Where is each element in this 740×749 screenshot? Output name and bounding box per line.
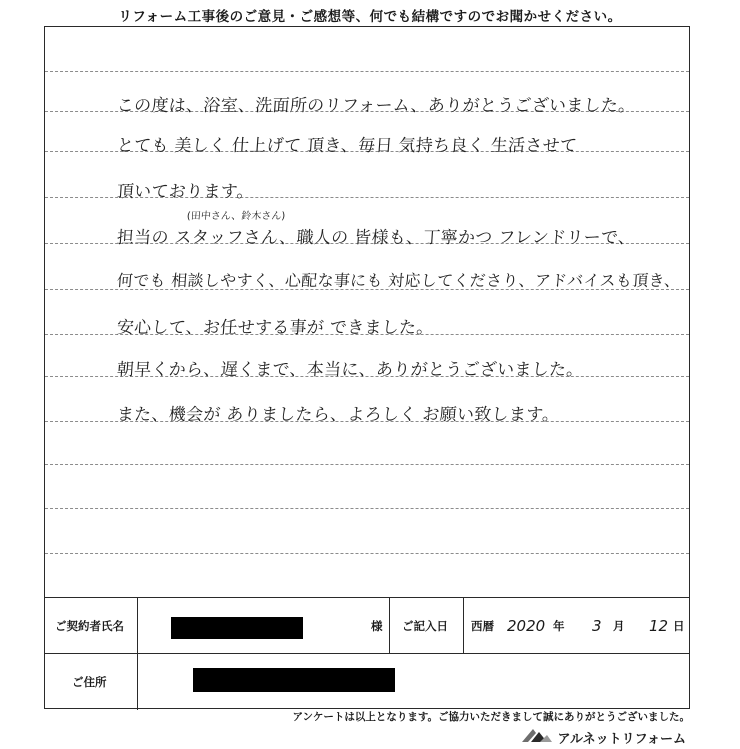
comment-line: 担当の スタッフさん、職人の 皆様も、丁寧かつ フレンドリーで、 <box>116 228 636 248</box>
comment-area <box>45 27 689 597</box>
contract-row <box>45 598 689 654</box>
divider <box>137 598 138 653</box>
entry-date-label: ご記入日 <box>402 618 448 633</box>
comment-line: また、機会が ありましたら、よろしく お願い致します。 <box>116 405 561 425</box>
day-unit: 日 <box>673 618 685 633</box>
honorific-label: 様 <box>371 618 383 633</box>
redacted-address <box>193 668 395 692</box>
comment-annotation: (田中さん、鈴木さん) <box>186 211 286 222</box>
company-logo <box>520 727 686 747</box>
comment-line: 頂いております。 <box>116 182 255 202</box>
customer-info-form <box>45 597 689 711</box>
brand-name: アルネットリフォーム <box>557 731 686 747</box>
redacted-name <box>171 617 303 639</box>
ruled-line <box>45 464 689 465</box>
comment-line: この度は、浴室、洗面所のリフォーム、ありがとうございました。 <box>116 96 637 116</box>
survey-header-title: リフォーム工事後のご意見・ご感想等、何でも結構ですのでお聞かせください。 <box>118 9 622 25</box>
divider <box>137 653 138 710</box>
survey-sheet <box>44 26 690 709</box>
ruled-line <box>45 71 689 72</box>
contract-name-label: ご契約者氏名 <box>55 618 124 633</box>
comment-line: 安心して、お任せする事が できました。 <box>116 318 435 338</box>
entry-day: 12 <box>649 616 669 635</box>
comment-line: 何でも 相談しやすく、心配な事にも 対応してくださり、アドバイスも頂き、 <box>116 271 682 290</box>
entry-year: 2020 <box>507 616 546 635</box>
year-unit: 年 <box>553 618 565 633</box>
entry-month: 3 <box>592 616 602 635</box>
footer-note: アンケートは以上となります。ご協力いただきまして誠にありがとうございました。 <box>292 711 690 723</box>
month-unit: 月 <box>613 618 625 633</box>
divider <box>463 598 464 653</box>
address-row <box>45 653 689 710</box>
address-label: ご住所 <box>72 674 107 689</box>
ruled-line <box>45 508 689 509</box>
arnet-logo-icon <box>520 727 554 747</box>
comment-line: とても 美しく 仕上げて 頂き、毎日 気持ち良く 生活させて <box>116 136 578 156</box>
divider <box>389 598 390 653</box>
era-label: 西暦 <box>471 618 494 633</box>
ruled-line <box>45 553 689 554</box>
comment-line: 朝早くから、遅くまで、本当に、ありがとうございました。 <box>116 360 585 380</box>
